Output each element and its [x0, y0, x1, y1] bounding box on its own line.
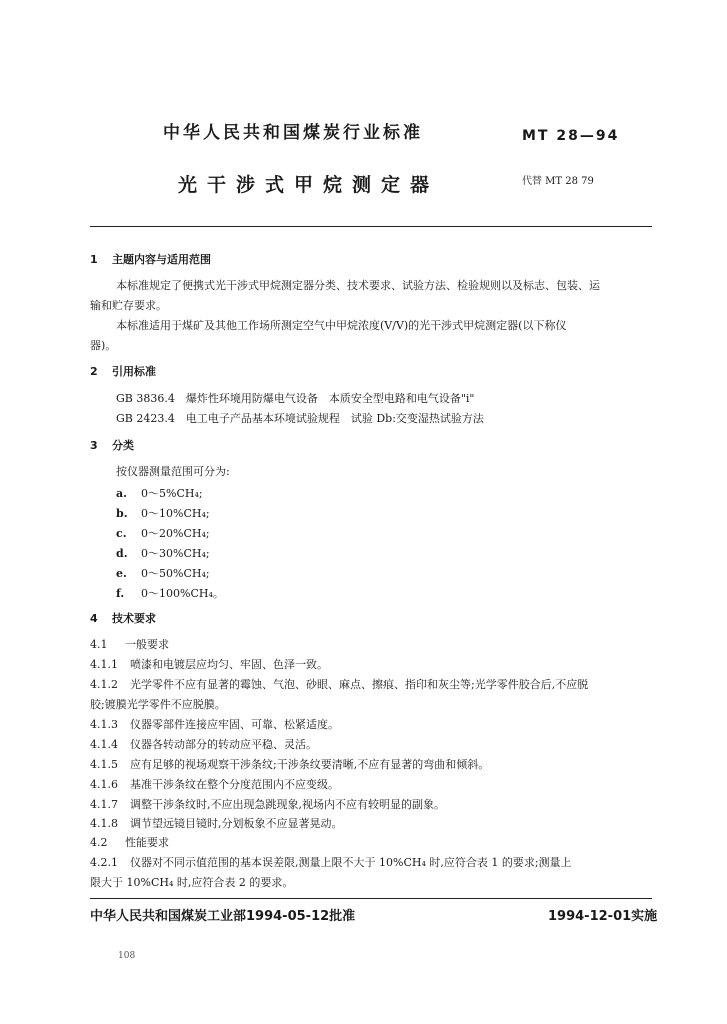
clause-4-1-6: 4.1.6 基准干涉条纹在整个分度范围内不应变级。 — [90, 778, 339, 791]
list-item: f. 0～100%CH₄。 — [116, 587, 224, 600]
section-number: 1 — [90, 253, 98, 266]
page-number: 108 — [118, 951, 136, 961]
header-divider — [90, 226, 652, 227]
s1-para1-line1: 本标准规定了便携式光干涉式甲烷测定器分类、技术要求、试验方法、检验规则以及标志、包装、运 — [116, 279, 600, 292]
section-number: 2 — [90, 365, 98, 378]
document-title: 光干涉式甲烷测定器 — [178, 174, 440, 196]
section-title: 技术要求 — [112, 612, 156, 625]
classification-intro: 按仪器测量范围可分为: — [116, 465, 230, 478]
section-title: 引用标准 — [112, 365, 156, 378]
s1-para2-line2: 器)。 — [90, 339, 117, 352]
clause-4-1-8: 4.1.8 调节望远镜目镜时,分划板象不应显著晃动。 — [90, 817, 343, 830]
list-item: b. 0～10%CH₄; — [116, 507, 210, 520]
list-item: a. 0～5%CH₄; — [116, 487, 203, 500]
replaces-note: 代替 MT 28 79 — [522, 176, 594, 187]
list-item: e. 0～50%CH₄; — [116, 567, 210, 580]
reference-gb2423: GB 2423.4 电工电子产品基本环境试验规程 试验 Db:交变湿热试验方法 — [116, 412, 484, 425]
org-title: 中华人民共和国煤炭行业标准 — [163, 123, 423, 143]
clause-4-1-7: 4.1.7 调整干涉条纹时,不应出现急跳现象,视场内不应有较明显的副象。 — [90, 798, 445, 811]
list-item: d. 0～30%CH₄; — [116, 547, 210, 560]
section-1-heading — [90, 251, 211, 267]
clause-4-1-3: 4.1.3 仪器零部件连接应牢固、可靠、松紧适度。 — [90, 718, 339, 731]
section-2-heading — [90, 363, 156, 379]
clause-4-2-1-cont: 限大于 10%CH₄ 时,应符合表 2 的要求。 — [90, 876, 294, 889]
section-number: 4 — [90, 612, 98, 625]
approval-statement: 中华人民共和国煤炭工业部1994-05-12批准 — [90, 909, 356, 924]
s1-para1-line2: 输和贮存要求。 — [90, 299, 167, 312]
section-title: 分类 — [112, 439, 134, 452]
section-4-heading — [90, 610, 156, 626]
section-number: 3 — [90, 439, 98, 452]
clause-4-1-5: 4.1.5 应有足够的视场观察干涉条纹;干涉条纹要清晰,不应有显著的弯曲和倾斜。 — [90, 758, 490, 771]
reference-gb3836: GB 3836.4 爆炸性环境用防爆电气设备 本质安全型电路和电气设备"i" — [116, 392, 475, 405]
section-3-heading — [90, 437, 134, 453]
clause-4-2-1: 4.2.1 仪器对不同示值范围的基本误差限,测量上限不大于 10%CH₄ 时,应符合表 1 的要求;测量上 — [90, 856, 572, 869]
clause-4-1-4: 4.1.4 仪器各转动部分的转动应平稳、灵活。 — [90, 738, 317, 751]
standard-number: MT 28—94 — [522, 128, 620, 144]
effective-date: 1994-12-01实施 — [548, 909, 658, 924]
clause-4-1-2: 4.1.2 光学零件不应有显著的霉蚀、气泡、砂眼、麻点、擦痕、指印和灰尘等;光学零件胶合后,不应脱 — [90, 678, 589, 691]
clause-4-2: 4.2 性能要求 — [90, 836, 169, 849]
footer-divider — [90, 898, 652, 899]
s1-para2-line1: 本标准适用于煤矿及其他工作场所测定空气中甲烷浓度(V/V)的光干涉式甲烷测定器(以下称仪 — [116, 319, 567, 332]
clause-4-1-2-cont: 胶;镀膜光学零件不应脱膜。 — [90, 698, 226, 711]
clause-4-1-1: 4.1.1 喷漆和电镀层应均匀、牢固、色泽一致。 — [90, 658, 328, 671]
list-item: c. 0～20%CH₄; — [116, 527, 210, 540]
section-title: 主题内容与适用范围 — [112, 253, 211, 266]
clause-4-1: 4.1 一般要求 — [90, 638, 169, 651]
